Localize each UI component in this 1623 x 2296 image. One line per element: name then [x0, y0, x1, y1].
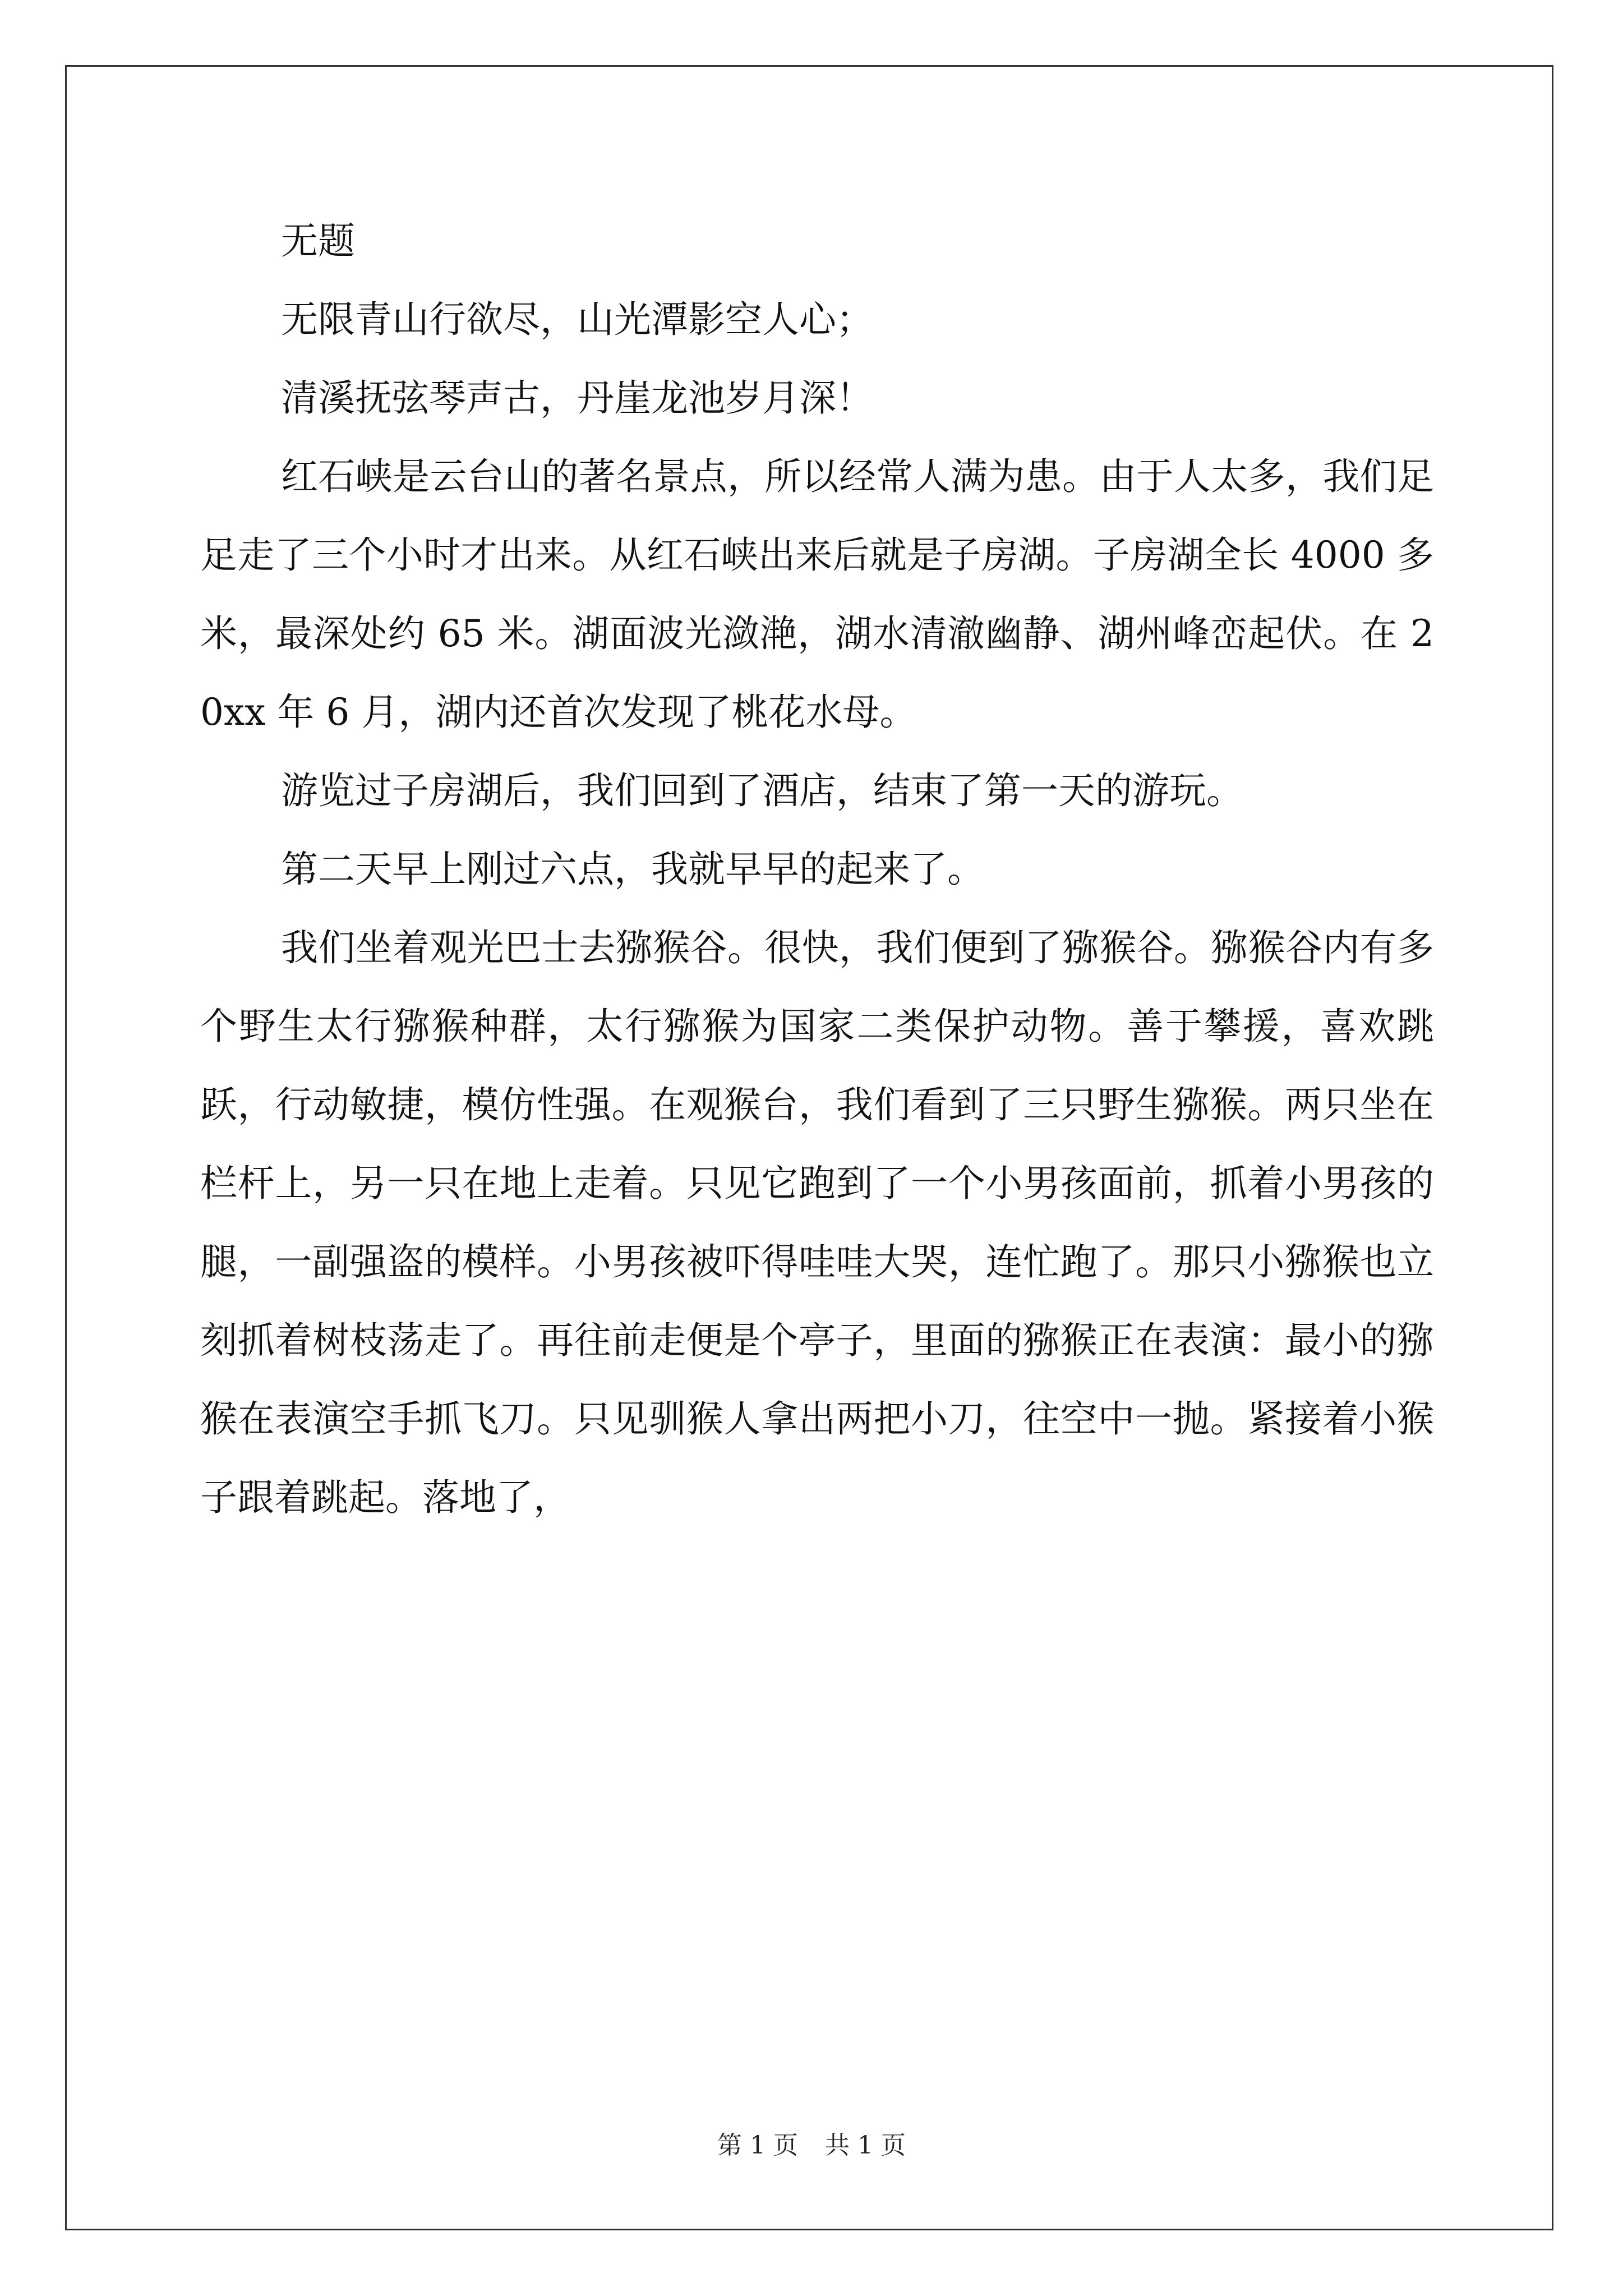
paragraph-day-two-start: 第二天早上刚过六点，我就早早的起来了。	[281, 848, 984, 891]
page-footer	[0, 2129, 1623, 2162]
paragraph-verse-2: 清溪抚弦琴声古，丹崖龙池岁月深！	[281, 376, 873, 420]
page-number: 第 1 页	[717, 2131, 798, 2160]
paragraph-red-stone-gorge: 红石峡是云台山的著名景点，所以经常人满为患。由于人太多，我们足足走了三个小时才出来。从红石峡出来后就是子房湖。子房湖全长 4000 多米，最深处约 65 米。湖面波光潋滟，湖水清澈幽静、湖州峰峦起伏。在 20xx 年 6 月，湖内还首次发现了桃花水母。	[200, 455, 1434, 734]
paragraph-day-one-end: 游览过子房湖后，我们回到了酒店，结束了第一天的游玩。	[281, 769, 1243, 812]
document-title: 无题	[281, 219, 355, 263]
page-total: 共 1 页	[825, 2131, 906, 2160]
paragraph-verse-1: 无限青山行欲尽，山光潭影空人心；	[281, 298, 873, 341]
paragraph-monkey-valley: 我们坐着观光巴士去猕猴谷。很快，我们便到了猕猴谷。猕猴谷内有多个野生太行猕猴种群，太行猕猴为国家二类保护动物。善于攀援，喜欢跳跃，行动敏捷，模仿性强。在观猴台，我们看到了三只野生猕猴。两只坐在栏杆上，另一只在地上走着。只见它跑到了一个小男孩面前，抓着小男孩的腿，一副强盗的模样。小男孩被吓得哇哇大哭，连忙跑了。那只小猕猴也立刻抓着树枝荡走了。再往前走便是个亭子，里面的猕猴正在表演：最小的猕猴在表演空手抓飞刀。只见驯猴人拿出两把小刀，往空中一抛。紧接着小猴子跟着跳起。落地了，	[200, 926, 1434, 1519]
document-body	[200, 202, 1434, 1537]
